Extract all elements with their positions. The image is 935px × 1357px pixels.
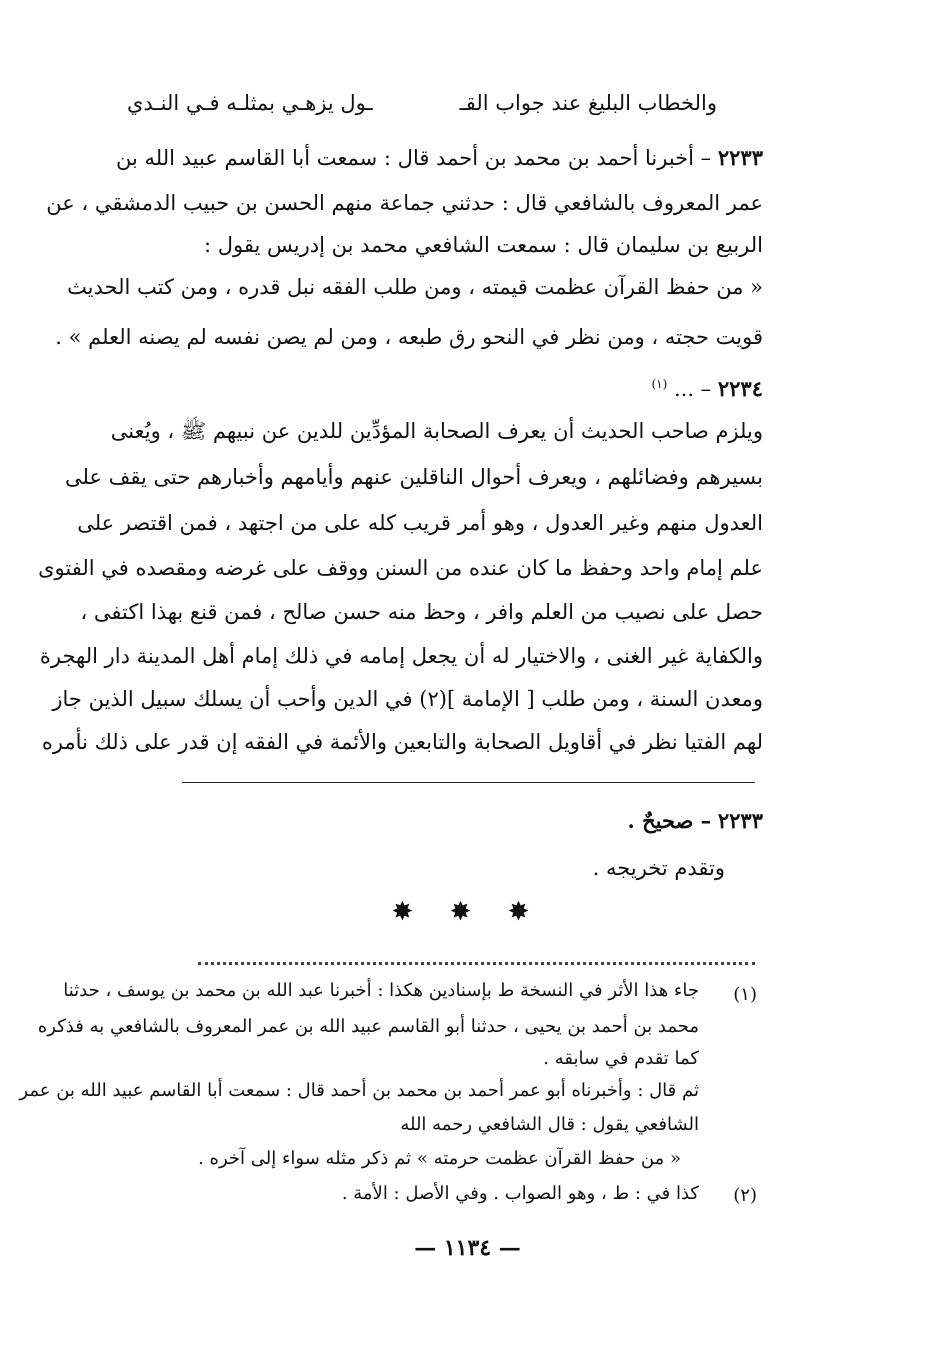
footnote-2-text: كذا في : ط ، وهو الصواب . وفي الأصل : الأمة .: [341, 1183, 699, 1204]
verse-right-hemistich: والخطاب البليغ عند جواب القـ: [459, 91, 717, 115]
hadith-2233-line-5: قويت حجته ، ومن نظر في النحو رق طبعه ، ومن لم يصن نفسه لم يصنه العلم » .: [55, 325, 763, 349]
poem-verse: [127, 88, 717, 118]
footnote-1-line-3: كما تقدم في سابقه .: [543, 1048, 699, 1069]
hadith-2233-line-3: الربيع بن سليمان قال : سمعت الشافعي محمد بن إدريس يقول :: [204, 233, 763, 257]
hadith-2233-line-2: عمر المعروف بالشافعي قال : حدثني جماعة منهم الحسن بن حبيب الدمشقي ، عن: [46, 191, 763, 215]
paragraph-line-3: العدول منهم وغير العدول ، وهو أمر قريب كله على من اجتهد ، فمن اقتصر على: [77, 511, 763, 535]
hadith-2234-line: [60, 369, 763, 404]
paragraph-line-1: ويلزم صاحب الحديث أن يعرف الصحابة المؤدِّين للدين عن نبيهم ﷺ ، ويُعنى: [110, 419, 763, 443]
grading-note: وتقدم تخريجه .: [592, 856, 725, 880]
paragraph-line-5: حصل على نصيب من العلم وافر ، وحظ منه حسن صالح ، فمن قنع بهذا اكتفى ،: [80, 600, 763, 624]
hadith-text: – أخبرنا أحمد بن محمد بن أحمد قال : سمعت أبا القاسم عبيد الله بن: [115, 146, 712, 170]
footnote-1-mark: (١): [733, 984, 757, 1005]
page-number: — ١١٣٤ —: [414, 1235, 521, 1261]
footnote-1-line-2: محمد بن أحمد بن يحيى ، حدثنا أبو القاسم عبيد الله بن عمر المعروف بالشافعي به فذكره: [37, 1016, 699, 1037]
footnote-1-line-4: ثم قال : وأخبرناه أبو عمر أحمد بن محمد بن أحمد قال : سمعت أبا القاسم عبيد الله بن عمر: [19, 1080, 699, 1101]
hadith-number: ٢٢٣٣: [717, 145, 763, 170]
paragraph-line-7: ومعدن السنة ، ومن طلب [ الإمامة ](٢) في الدين وأحب أن يسلك سبيل الذين جاز: [52, 687, 763, 711]
separator-rule: [182, 782, 755, 783]
stars-divider: ✸ ✸ ✸: [391, 897, 544, 927]
footnote-ref: (١): [651, 377, 668, 391]
footnote-2-mark: (٢): [733, 1185, 757, 1206]
footnote-1-line-6: « من حفظ القرآن عظمت حرمته » ثم ذكر مثله سواء إلى آخره .: [198, 1148, 681, 1169]
paragraph-line-4: علم إمام واحد وحفظ ما كان عنده من السنن ووقف على غرضه ومقصده في الفتوى: [38, 556, 763, 580]
footnote-separator: [198, 962, 755, 965]
grading-line: [60, 806, 763, 836]
grading-number: ٢٢٣٣: [717, 808, 763, 833]
hadith-2233-line-1: [60, 143, 763, 173]
hadith-2233-line-4: « من حفظ القرآن عظمت قيمته ، ومن طلب الفقه نبل قدره ، ومن كتب الحديث: [67, 275, 763, 299]
verse-left-hemistich: ـول يزهـي بمثلـه فـي النـدي: [127, 91, 373, 115]
footnote-1-line-1: جاء هذا الأثر في النسخة ط بإسنادين هكذا : أخبرنا عبد الله بن محمد بن يوسف ، حدثنا: [63, 980, 699, 1001]
paragraph-line-8: لهم الفتيا نظر في أقاويل الصحابة والتابعين والأئمة في الفقه إن قدر على ذلك نأمره: [41, 730, 763, 754]
paragraph-line-6: والكفاية غير الغنى ، والاختيار له أن يجعل إمامه في ذلك إمام أهل المدينة دار الهجرة: [39, 644, 763, 668]
footnote-1-line-5: الشافعي يقول : قال الشافعي رحمه الله: [400, 1114, 699, 1135]
hadith-number: ٢٢٣٤: [717, 376, 763, 401]
hadith-text: – ...: [667, 377, 712, 401]
grading-verdict: – صحيحٌ .: [627, 808, 712, 833]
paragraph-line-2: بسيرهم وفضائلهم ، ويعرف أحوال الناقلين عنهم وأيامهم وأخبارهم حتى يقف على: [64, 465, 763, 489]
